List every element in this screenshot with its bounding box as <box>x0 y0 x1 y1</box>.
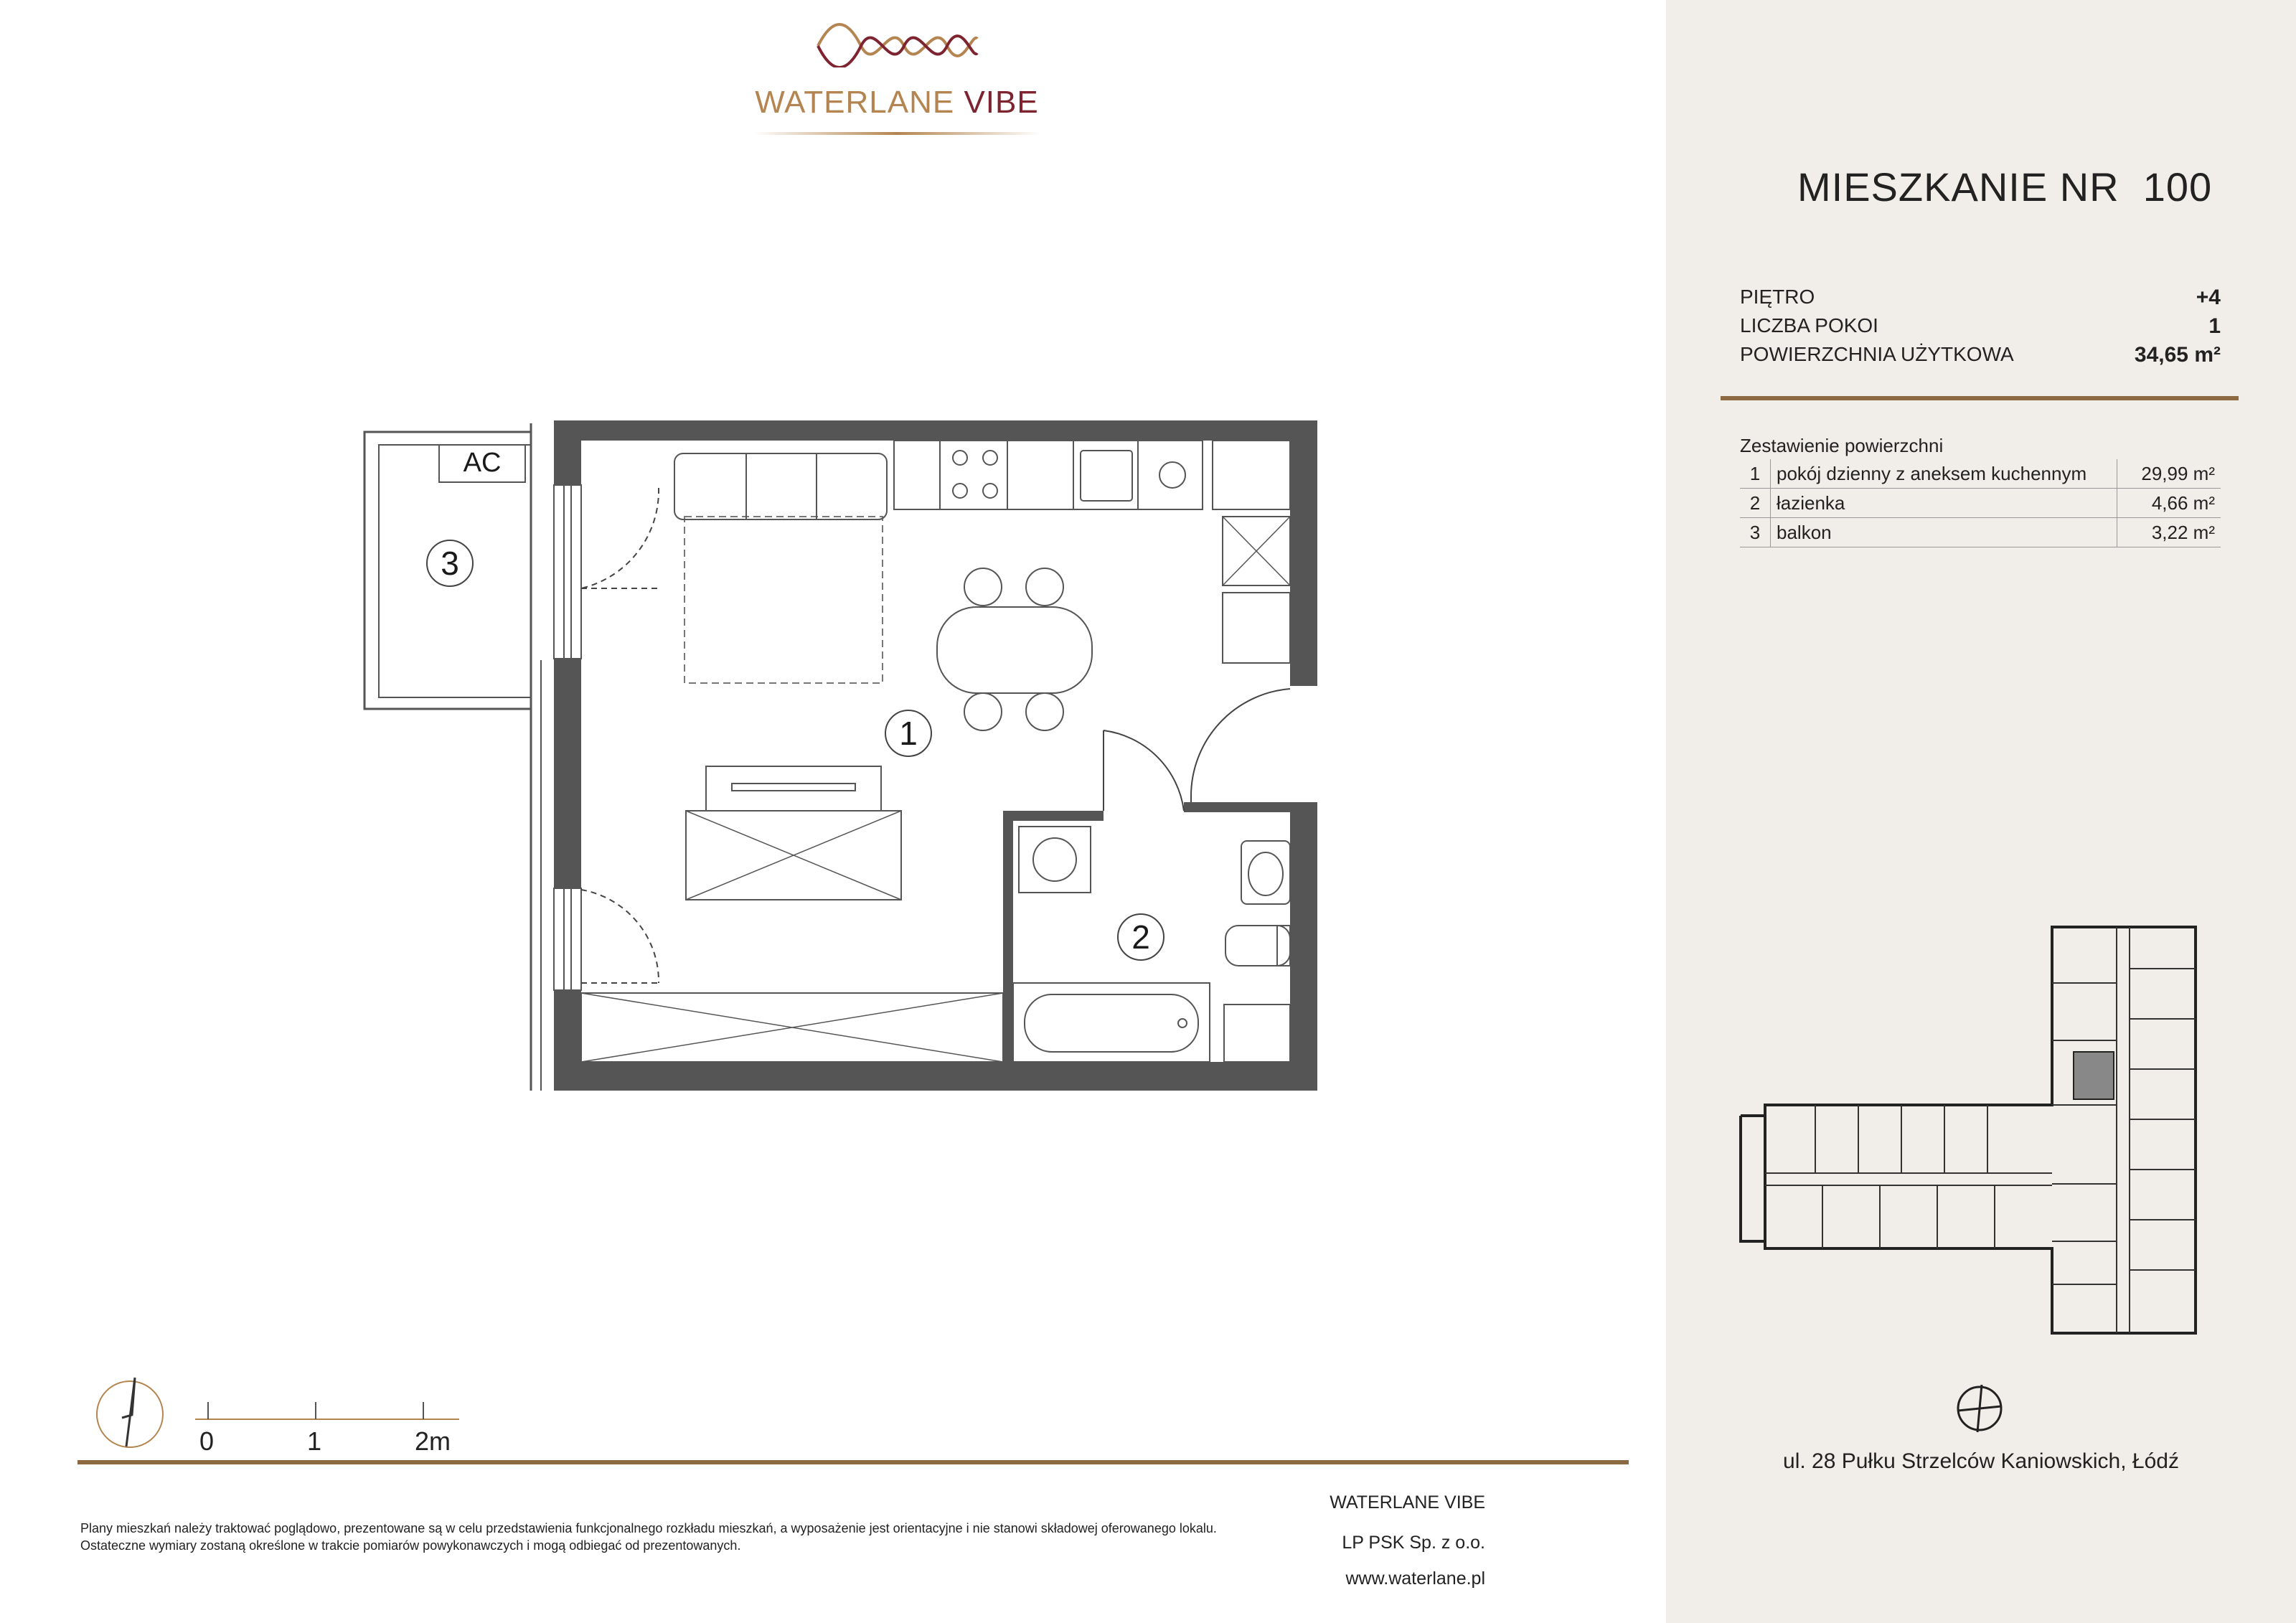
room-label-1: 1 <box>899 715 918 752</box>
room-label-2: 2 <box>1131 918 1150 956</box>
website-link[interactable]: www.waterlane.pl <box>1345 1568 1485 1589</box>
surface-area: 29,99 m² <box>2117 459 2221 489</box>
surface-no: 2 <box>1740 489 1771 518</box>
surface-no: 3 <box>1740 518 1771 547</box>
room-label-3: 3 <box>441 545 459 582</box>
scale-label-1: 1 <box>307 1426 322 1456</box>
info-rooms-value: 1 <box>2208 314 2221 338</box>
ac-label: AC <box>463 448 502 478</box>
company-legal: LP PSK Sp. z o.o. <box>1342 1533 1485 1553</box>
info-sidebar <box>1666 0 2296 1623</box>
building-key-plan <box>1736 926 2210 1349</box>
surface-area: 3,22 m² <box>2117 518 2221 547</box>
info-floor-label: PIĘTRO <box>1740 286 1815 308</box>
surface-name: pokój dzienny z aneksem kuchennym <box>1771 459 2117 489</box>
info-divider <box>1721 396 2239 400</box>
surface-name: balkon <box>1771 518 2117 547</box>
north-arrow-icon <box>90 1375 169 1454</box>
disclaimer-line2: Ostateczne wymiary zostaną określone w trakcie pomiarów powykonawczych i mogą odbiegać od prezentowanych. <box>80 1538 741 1553</box>
table-row <box>1740 518 2221 547</box>
surface-name: łazienka <box>1771 489 2117 518</box>
info-floor-value: +4 <box>2196 286 2221 309</box>
brand-name-part1: WATERLANE <box>755 85 955 120</box>
compass-icon <box>1954 1383 2005 1434</box>
surface-area: 4,66 m² <box>2117 489 2221 518</box>
scale-label-0: 0 <box>199 1426 215 1456</box>
scale-bar <box>194 1399 466 1421</box>
brand-wordmark <box>746 85 1048 121</box>
table-row <box>1740 459 2221 489</box>
info-area-label: POWIERZCHNIA UŻYTKOWA <box>1740 343 2014 365</box>
surfaces-table <box>1740 459 2221 547</box>
table-row <box>1740 489 2221 518</box>
info-area-value: 34,65 m² <box>2134 343 2221 367</box>
floor-plan <box>352 409 1342 1098</box>
company-name: WATERLANE VIBE <box>1330 1492 1485 1513</box>
footer-divider <box>77 1460 1629 1464</box>
waterlane-logo-waves <box>811 17 983 67</box>
logo-underline <box>753 132 1040 135</box>
surfaces-title: Zestawienie powierzchni <box>1740 435 1944 456</box>
info-rooms-label: LICZBA POKOI <box>1740 314 1878 337</box>
scale-label-2: 2m <box>415 1426 451 1456</box>
address: ul. 28 Pułku Strzelców Kaniowskich, Łódź <box>1783 1449 2179 1473</box>
apartment-title: MIESZKANIE NR 100 <box>1797 164 2213 210</box>
disclaimer <box>80 1520 1444 1554</box>
brand-name-part2: VIBE <box>964 85 1039 120</box>
disclaimer-line1: Plany mieszkań należy traktować poglądowo, prezentowane są w celu przedstawienia funkcjonalnego rozkładu mieszkań, a wyposażenie jest orientacyjne i nie stanowi składowej oferowanego lokalu. <box>80 1521 1217 1535</box>
surface-no: 1 <box>1740 459 1771 489</box>
